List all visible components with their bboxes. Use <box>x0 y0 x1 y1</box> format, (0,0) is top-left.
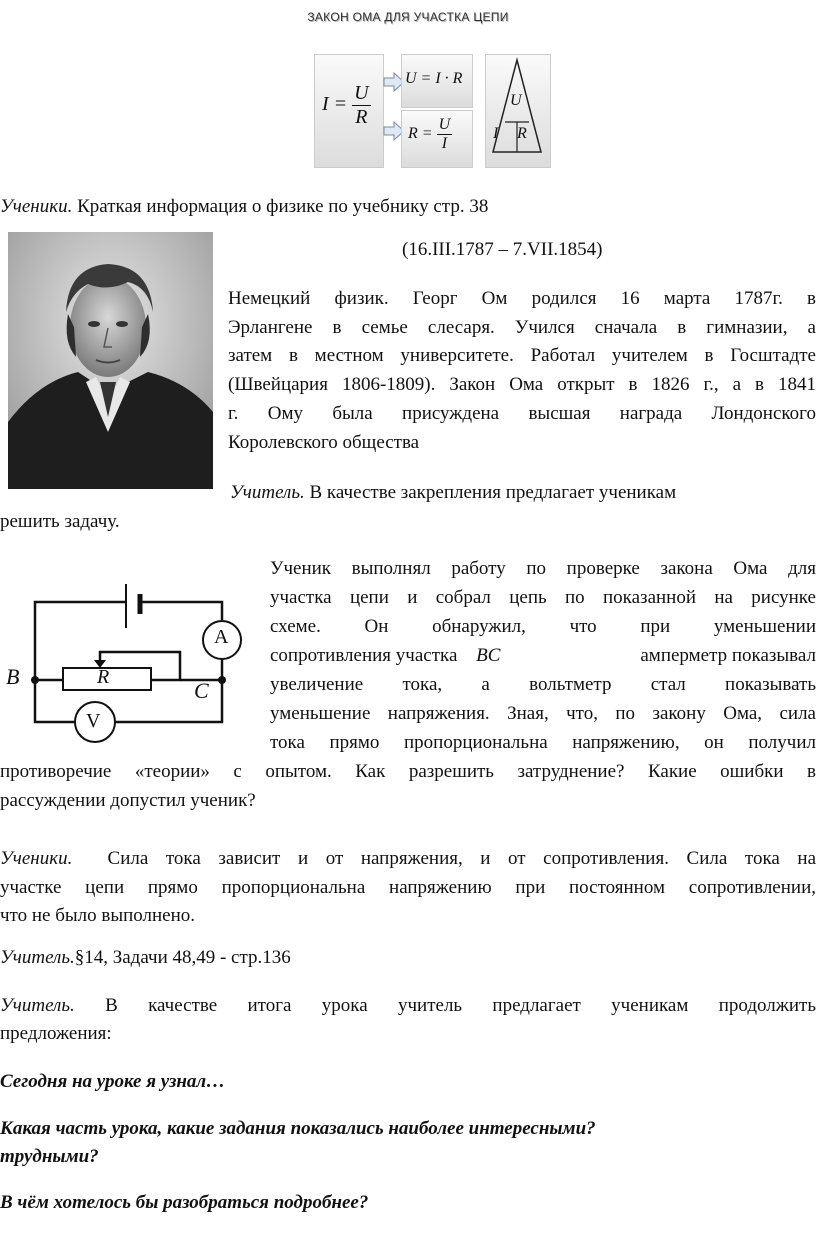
problem-line: участка цепи и собрал цепь по показанной на рисунке <box>270 587 816 608</box>
answer-line <box>0 845 816 873</box>
problem-line: рассуждении допустил ученик? <box>0 790 256 811</box>
answer-text: Сила тока зависит и от напряжения, и от сопротивления. Сила тока на <box>107 848 816 869</box>
prompt-details: В чём хотелось бы разобраться подробнее? <box>0 1192 369 1213</box>
bio-line: Королевского общества <box>228 432 420 453</box>
problem-line: Ученик выполнял работу по проверке закона Ома для <box>270 558 816 579</box>
problem-line: схеме. Он обнаружил, что при уменьшении <box>270 616 816 637</box>
page-title: ЗАКОН ОМА ДЛЯ УЧАСТКА ЦЕПИ <box>307 10 509 24</box>
circuit-label-c: C <box>194 678 209 703</box>
bio-line: затем в местном университете. Работал учителем в Госштадте <box>228 345 816 366</box>
formula-current <box>322 82 371 129</box>
prompt-difficult: трудными? <box>0 1146 99 1167</box>
problem-line: тока прямо пропорциональна напряжению, он получил <box>270 732 816 753</box>
bio-line: г. Ому была присуждена высшая награда Лондонского <box>228 403 816 424</box>
summary-text: В качестве итога урока учитель предлагает ученикам продолжить <box>105 995 816 1016</box>
answer-line: участке цепи прямо пропорциональна напряжению при постоянном сопротивлении, <box>0 877 816 898</box>
problem-line-tail: амперметр показывал <box>640 645 816 666</box>
role-label: Учитель. <box>0 947 75 968</box>
para-summary <box>0 992 816 1020</box>
problem-line: увеличение тока, а вольтметр стал показывать <box>270 674 816 695</box>
bio-line: Эрлангене в семье слесаря. Учился сначала в гимназии, а <box>228 317 816 338</box>
role-label: Учитель. <box>0 995 75 1016</box>
para-intro <box>0 193 816 221</box>
prompt-interesting: Какая часть урока, какие задания показались наиболее интересными? <box>0 1118 596 1139</box>
summary-cont: предложения: <box>0 1023 112 1044</box>
problem-line <box>270 642 816 671</box>
prompt-learned: Сегодня на уроке я узнал… <box>0 1071 226 1092</box>
triangle-label-i: I <box>493 125 499 142</box>
bio-line: (Швейцария 1806-1809). Закон Ома открыт в 1826 г., а в 1841 <box>228 374 816 395</box>
role-label: Учитель. <box>230 482 305 503</box>
triangle-label-r: R <box>517 125 527 142</box>
formula-current-den: R <box>355 106 368 128</box>
formula-resistance-den: I <box>441 135 448 152</box>
ammeter-label: A <box>214 626 229 648</box>
teacher-task-cont: решить задачу. <box>0 511 120 532</box>
ohm-triangle <box>485 54 549 166</box>
voltmeter-label: V <box>86 710 101 732</box>
formula-current-num: U <box>354 82 369 104</box>
circuit-label-r: R <box>97 666 110 688</box>
formula-resistance <box>408 116 452 153</box>
problem-line: уменьшение напряжения. Зная, что, по закону Ома, сила <box>270 703 816 724</box>
para-intro-text: Краткая информация о физике по учебнику стр. 38 <box>77 196 489 217</box>
formula-resistance-num: U <box>438 116 451 133</box>
role-label: Ученики. <box>0 848 73 869</box>
problem-line: противоречие «теории» с опытом. Как разрешить затруднение? Какие ошибки в <box>0 761 816 782</box>
section-bc: BC <box>476 645 501 666</box>
life-dates: (16.III.1787 – 7.VII.1854) <box>402 239 603 260</box>
para-teacher-task <box>230 479 676 507</box>
formula-current-lhs: I = <box>322 93 348 116</box>
portrait-image <box>8 232 213 489</box>
formula-resistance-lhs: R = <box>408 125 433 143</box>
circuit-label-b: B <box>6 664 20 689</box>
triangle-label-u: U <box>510 92 522 109</box>
formula-voltage: U = I · R <box>405 70 463 87</box>
role-label: Ученики. <box>0 196 73 217</box>
circuit-diagram <box>0 572 250 747</box>
para-homework <box>0 944 816 972</box>
problem-line-start: сопротивления участка <box>270 645 458 666</box>
homework-text: §14, Задачи 48,49 - стр.136 <box>74 947 291 968</box>
bio-line: Немецкий физик. Георг Ом родился 16 марта 1787г. в <box>228 288 816 309</box>
answer-line: что не было выполнено. <box>0 905 196 926</box>
teacher-task-text: В качестве закрепления предлагает ученикам <box>309 482 677 503</box>
